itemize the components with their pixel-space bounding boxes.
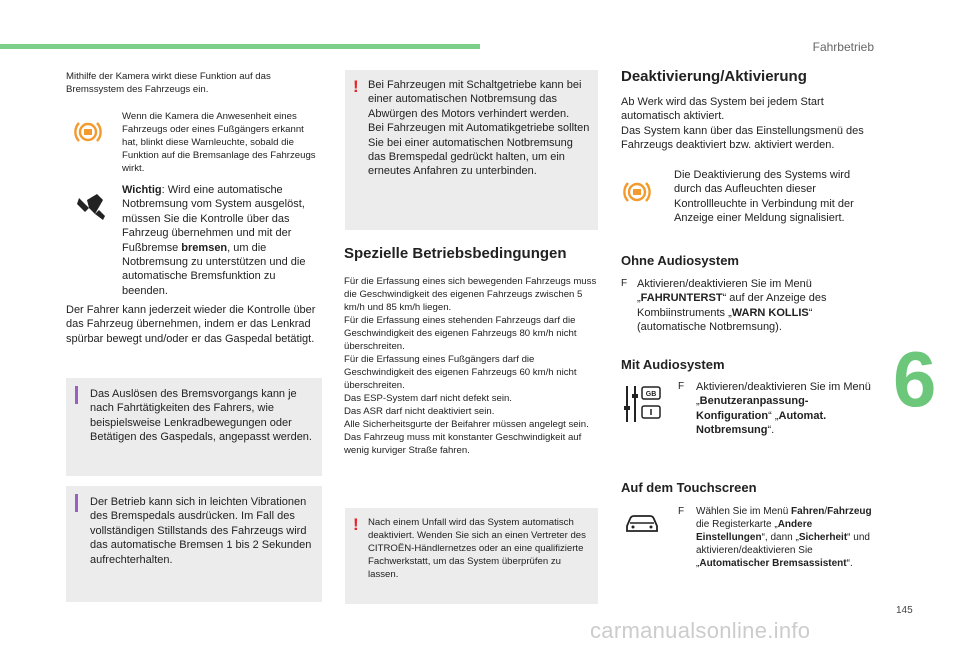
- bullet-marker: F: [678, 506, 685, 517]
- warning-exclamation-icon: !: [353, 77, 359, 96]
- special-conditions-heading: Spezielle Betriebsbedingungen: [344, 245, 567, 262]
- touch-text-4: “, dann „: [761, 532, 799, 543]
- ohne-text-1: Aktivieren/deaktivieren Sie im Menü „: [637, 278, 812, 305]
- important-bold-word: bremsen: [181, 241, 228, 254]
- touchscreen-item: [678, 505, 874, 570]
- special-conditions-text: Für die Erfassung eines sich bewegenden Fahrzeugs muss die Geschwindigkeit des eigenen Fahrzeugs zwischen 5 km/h und 85 km/h liegen. Für die Erfassung eines stehenden Fahrzeugs darf die Geschwindigkeit des eigenen Fahrzeugs 80 km/h nicht überschreiten. Für die Erfassung eines Fußgängers darf die Geschwindigkeit des eigenen Fahrzeugs 60 km/h nicht überschreiten. Das ESP-System darf nicht defekt sein. Das ASR darf nicht deaktiviert sein. Alle Sicherheitsgurte der Beifahrer müssen angelegt sein. Das Fahrzeug muss mit konstanter Geschwindigkeit auf wenig kurviger Straße fahren.: [344, 276, 597, 456]
- ohne-text-3: “ (automatische Notbremsung).: [637, 306, 813, 334]
- menu-name-fahrunterst: FAHRUNTERST: [640, 292, 723, 305]
- chapter-number: 6: [893, 335, 937, 423]
- deactivation-lamp-note: Die Deaktivierung des Systems wird durch das Aufleuchten dieser Kontrollleuchte in Verbindung mit der Anzeige einer Meldung signalisiert.: [674, 169, 854, 225]
- warning-exclamation-icon: !: [353, 515, 359, 534]
- menu-name-fahren: Fahren: [791, 506, 825, 517]
- important-paragraph: [122, 183, 322, 298]
- touch-text-2: /: [824, 506, 828, 517]
- car-icon: [624, 512, 660, 534]
- menu-name-benutzeranpassung: Benutzeranpassung-Konfiguration: [696, 395, 809, 422]
- bullet-marker: F: [678, 381, 685, 392]
- mit-text-3: “.: [767, 424, 775, 437]
- section-title: Fahrbetrieb: [812, 40, 874, 54]
- important-text-1: : Wird eine automatische Notbremsung vom System ausgelöst, müssen Sie die Kontrolle über das Fahrzeug übernehmen und mit der Fußbremse: [122, 184, 305, 254]
- touchscreen-heading: Auf dem Touchscreen: [621, 480, 757, 495]
- option-name-bremsassistent: Automatischer Bremsassistent: [699, 558, 847, 569]
- tab-name-andere-einstellungen: Andere Einstellungen: [696, 519, 813, 543]
- bullet-marker: F: [621, 278, 628, 289]
- intro-text: Mithilfe der Kamera wirkt diese Funktion auf das Bremssystem des Fahrzeugs ein.: [66, 71, 271, 95]
- menu-name-warn-kollis: WARN KOLLIS: [731, 306, 809, 319]
- important-text-2: , um die Notbremsung zu unterstützen und die automatische Bremsfunktion zu beenden.: [122, 241, 306, 297]
- warning-box-1-text: Bei Fahrzeugen mit Schaltgetriebe kann bei einer automatischen Notbremsung das Abwürgen des Motors verhindert werden. Bei Fahrzeugen mit Automatikgetriebe sollten Sie bei einer automatischen Notbremsung das Bremspedal gedrückt halten, um ein erneutes Anfahren zu unterbinden.: [368, 79, 590, 178]
- warning-box-1: [345, 70, 598, 230]
- ohne-audiosystem-heading: Ohne Audiosystem: [621, 253, 739, 268]
- ohne-text-2: “ auf der Anzeige des Kombiinstruments „: [637, 292, 827, 319]
- brake-warning-lamp-icon: [73, 118, 103, 146]
- camera-lamp-note: Wenn die Kamera die Anwesenheit eines Fahrzeugs oder eines Fußgängers erkannt hat, blinkt diese Warnleuchte, sobald die Funktion auf die Bremsanlage des Fahrzeugs wirkt.: [122, 111, 316, 174]
- info-box-2-text: Der Betrieb kann sich in leichten Vibrationen des Bremspedals ausdrücken. Im Fall des vollständigen Stillstands des Fahrzeugs wird das automatische Bremsen 1 bis 2 Sekunden aufrechterhalten.: [90, 496, 312, 566]
- info-bar-icon: [75, 386, 78, 404]
- deactivation-intro: Ab Werk wird das System bei jedem Start automatisch aktiviert. Das System kann über das Einstellungsmenü des Fahrzeugs deaktiviert bzw. aktiviert werden.: [621, 96, 864, 152]
- brake-warning-lamp-icon: [622, 178, 652, 206]
- touch-text-1: Wählen Sie im Menü: [696, 506, 792, 517]
- menu-name-automat-notbremsung: Automat. Notbremsung: [696, 409, 827, 437]
- touch-text-3: die Registerkarte „: [696, 519, 778, 530]
- svg-text:GB: GB: [645, 391, 657, 398]
- deactivation-heading: Deaktivierung/Aktivierung: [621, 68, 807, 85]
- watermark: carmanualsonline.info: [590, 618, 811, 643]
- page-number: 145: [896, 605, 913, 616]
- info-box-2: [66, 486, 322, 602]
- mit-audiosystem-heading: Mit Audiosystem: [621, 357, 725, 372]
- ohne-audiosystem-item: [621, 277, 871, 335]
- driver-control-text: Der Fahrer kann jederzeit wieder die Kontrolle über das Fahrzeug übernehmen, indem er das Lenkrad spürbar bewegt und/oder er das Gaspedal betätigt.: [66, 304, 316, 345]
- info-box-1: [66, 378, 322, 476]
- touch-text-6: “.: [846, 558, 853, 569]
- mit-text-1: Aktivieren/deaktivieren Sie im Menü „: [696, 381, 871, 408]
- tab-name-sicherheit: Sicherheit: [798, 532, 848, 543]
- settings-sliders-icon: [622, 384, 664, 424]
- info-box-1-text: Das Auslösen des Bremsvorgangs kann je nach Fahrtätigkeiten des Fahrers, wie beispielsweise Lenkradbewegungen oder Betätigen des Gaspedals, angepasst werden.: [90, 388, 312, 444]
- mit-text-2: “ „: [768, 409, 779, 422]
- touch-text-5: “ und aktivieren/deaktivieren Sie „: [696, 532, 870, 569]
- warning-box-2-text: Nach einem Unfall wird das System automatisch deaktiviert. Wenden Sie sich an einen Vertreter des CITROËN-Händlernetzes oder an eine qualifizierte Fachwerkstatt, um das System überprüfen zu lassen.: [368, 517, 586, 580]
- mit-audiosystem-item: [678, 380, 874, 438]
- hand-on-pedal-icon: [75, 190, 107, 222]
- menu-name-fahrzeug: Fahrzeug: [827, 506, 872, 517]
- info-bar-icon: [75, 494, 78, 512]
- important-label: Wichtig: [122, 184, 162, 196]
- warning-box-2: [345, 508, 598, 604]
- top-accent-bar: [0, 44, 480, 49]
